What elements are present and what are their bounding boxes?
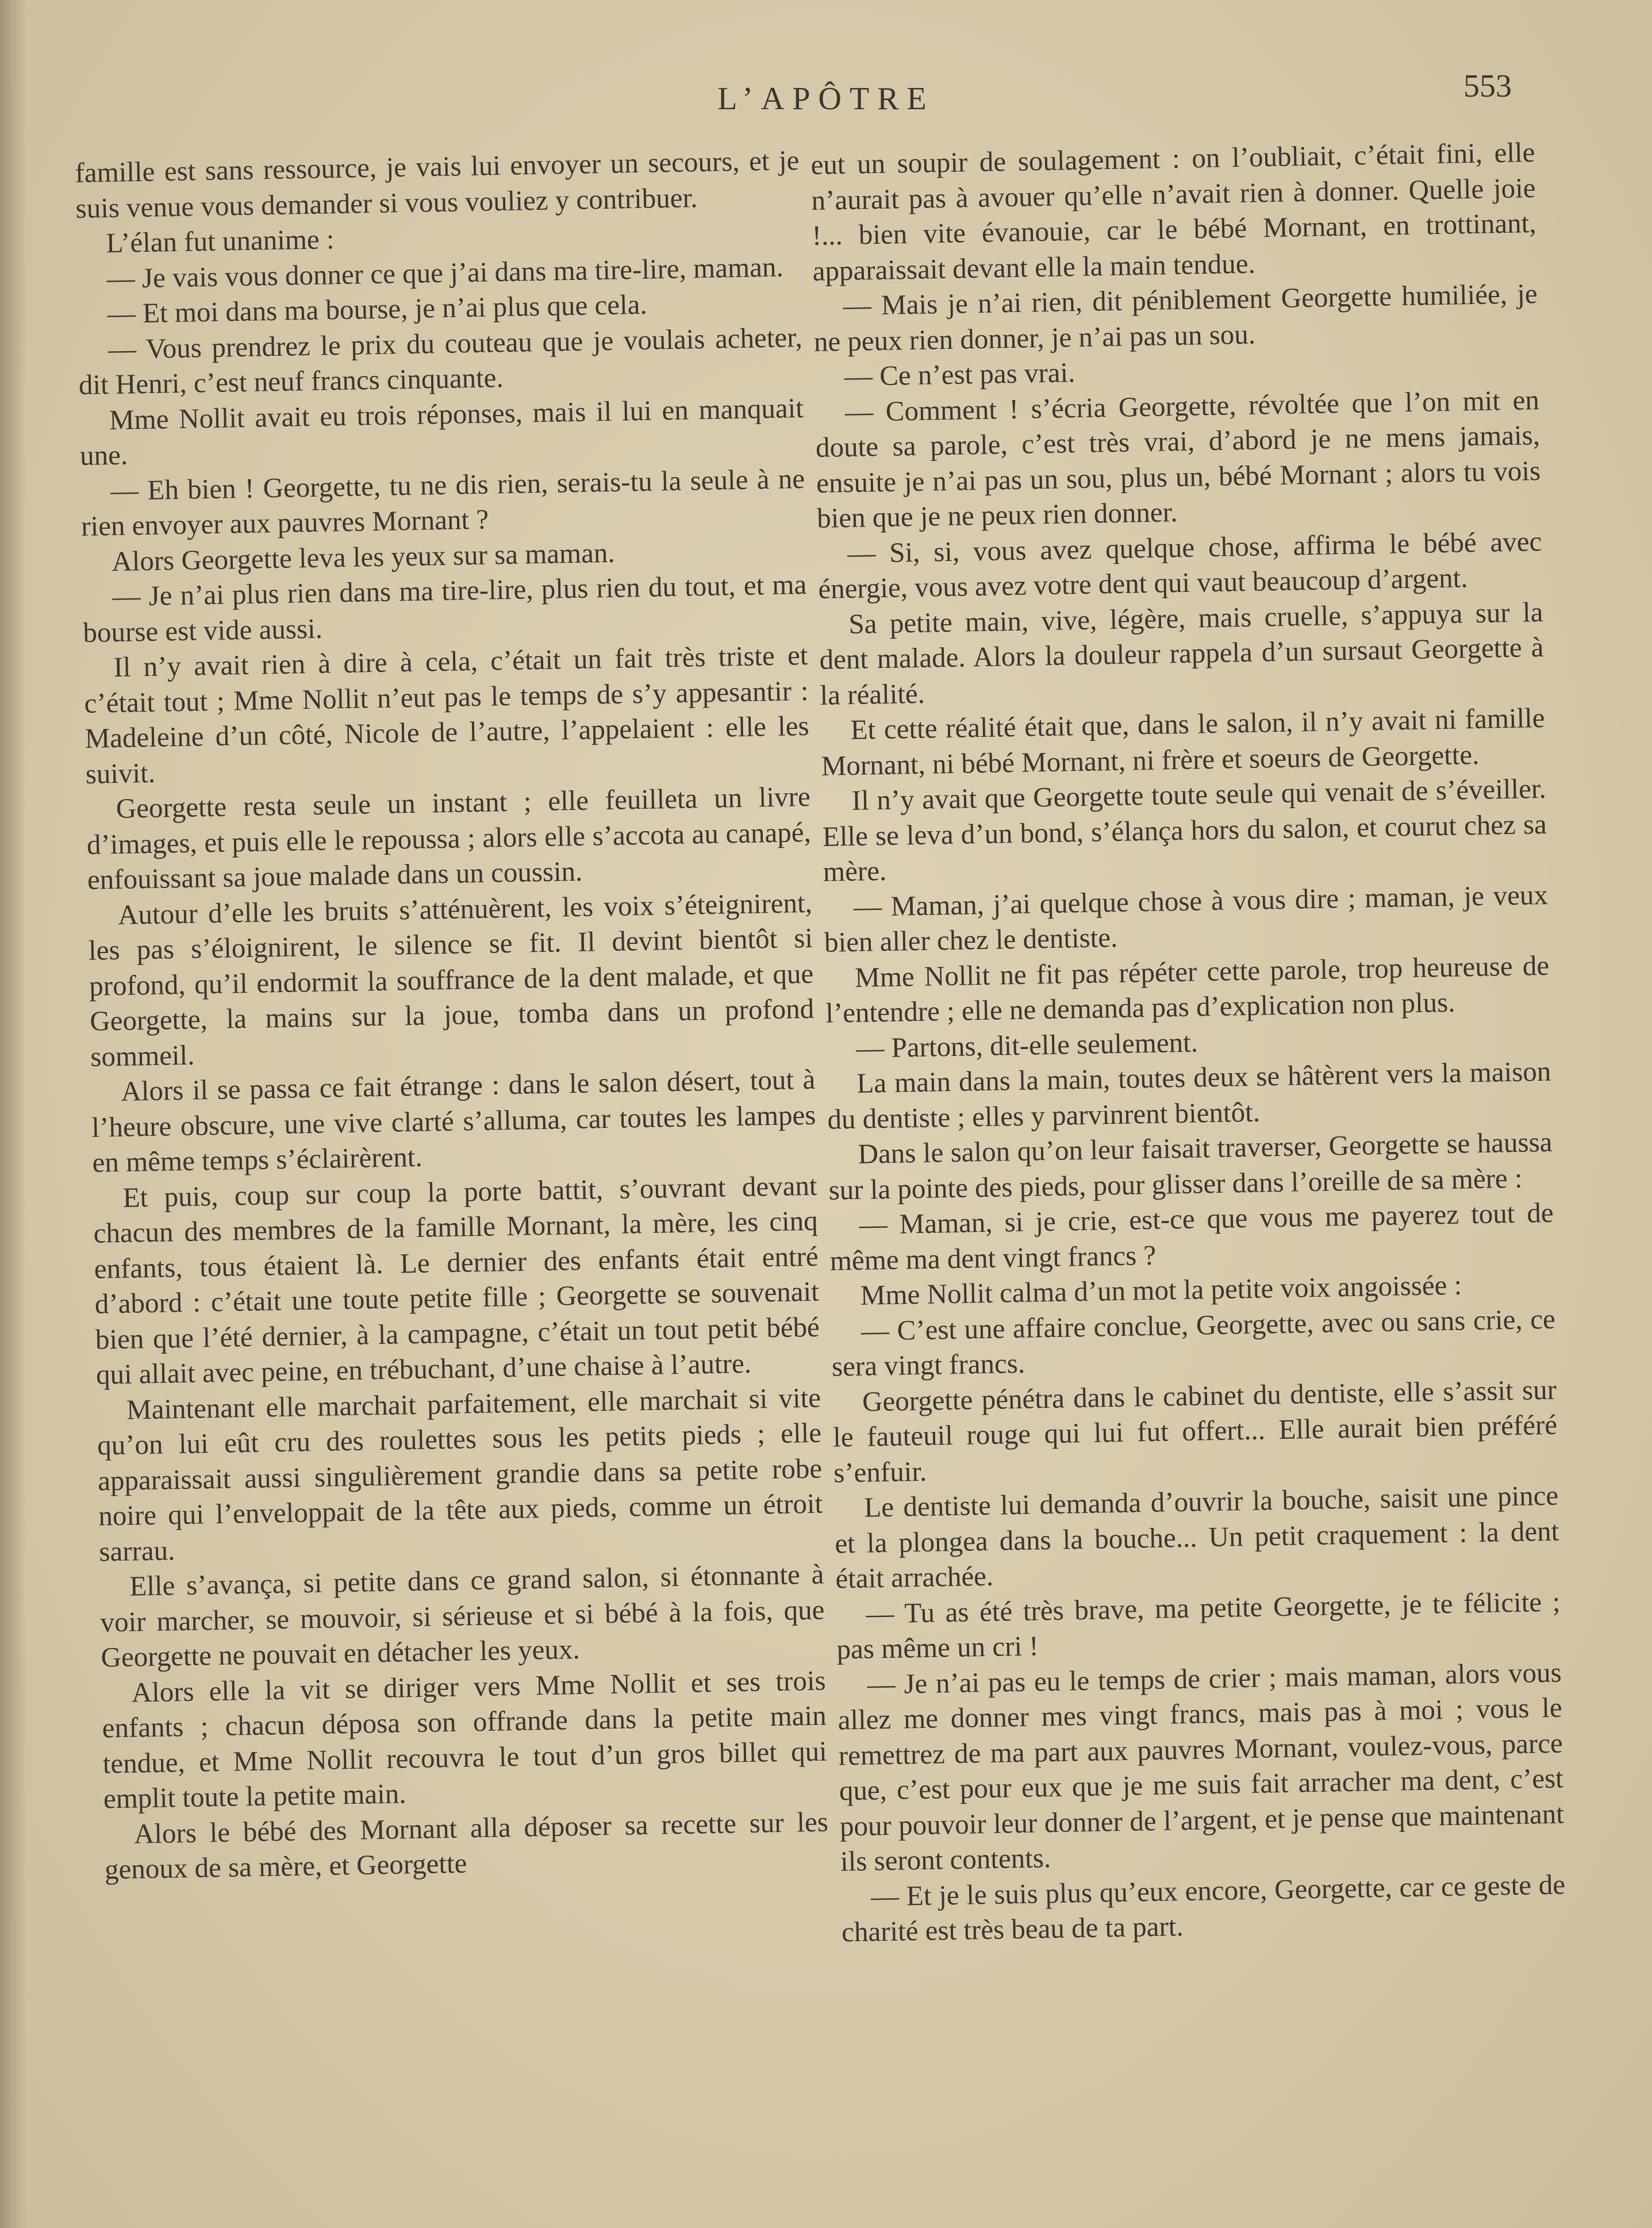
page-gutter-shadow [0,0,26,2228]
paragraph: Mme Nollit calma d’un mot la petite voix angoissée : [860,1269,1462,1311]
paragraph: Dans le salon qu’on leur faisait traverser, Georgette se haussa sur la pointe des pieds, pour glisser dans l’oreille de sa mère : [828,1125,1553,1206]
paragraph: Alors le bébé des Mornant alla déposer sa recette sur les genoux de sa mère, et Georgette [104,1806,829,1885]
paragraph: famille est sans ressource, je vais lui envoyer un secours, et je suis venue vous demander si vous vouliez y contribuer. [75,144,800,224]
running-title: L’APÔTRE [717,81,935,117]
paragraph: — Maman, j’ai quelque chose à vous dire ; maman, je veux bien aller chez le dentiste. [824,878,1549,958]
paragraph: — Je vais vous donner ce que j’ai dans ma tire-lire, maman. [106,251,784,294]
right-text-column [810,135,1570,2181]
paragraph: Alors Georgette leva les yeux sur sa maman. [111,536,616,577]
paragraph: — Je n’ai pas eu le temps de crier ; mais maman, alors vous allez me donner mes vingt francs, mais pas à moi ; vous le remettrez de ma part aux pauvres Mornant, voulez-vous, parce que, c’est pour eux que je me suis fait arracher ma dent, c’est pour pouvoir leur donner de l’argent, et je pense que maintenant ils seront contents. [837,1656,1565,1877]
paragraph: Il n’y avait que Georgette toute seule qui venait de s’éveiller. Elle se leva d’un bond, s’élança hors du salon, et courut chez sa mère. [822,772,1547,888]
paragraph: — Maman, si je crie, est-ce que vous me payerez tout de même ma dent vingt francs ? [829,1196,1554,1277]
paragraph: Maintenant elle marchait parfaitement, elle marchait si vite qu’on lui eût cru des roulettes sous les petits pieds ; elle apparaissait aussi singulièrement grandie dans sa petite robe noire qui l’enveloppait de la tête aux pieds, comme un étroit sarrau. [97,1381,823,1568]
paragraph: L’élan fut unanime : [106,223,335,259]
paragraph: Le dentiste lui demanda d’ouvrir la bouche, saisit une pince et la plongea dans la bouche... Un petit craquement : la dent était arrachée. [834,1479,1559,1595]
paragraph: — Mais je n’ai rien, dit péniblement Georgette humiliée, je ne peux rien donner, je n’ai pas un sou. [813,277,1538,358]
paragraph: — Comment ! s’écria Georgette, révoltée que l’on mit en doute sa parole, c’est très vrai, d’abord je ne mens jamais, ensuite je n’ai pas un sou, plus un, bébé Mornant ; alors tu vois bien que je ne peux rien donner. [815,383,1541,534]
paragraph: — Eh bien ! Georgette, tu ne dis rien, serais-tu la seule à ne rien envoyer aux pauvres Mornant ? [80,462,805,542]
paragraph: Alors il se passa ce fait étrange : dans le salon désert, tout à l’heure obscure, une vive clarté s’alluma, car toutes les lampes en même temps s’éclairèrent. [91,1063,816,1178]
paragraph: — Ce n’est pas vrai. [844,356,1075,393]
paragraph: eut un soupir de soulagement : on l’oubliait, c’était fini, elle n’aurait pas à avouer qu’elle n’avait rien à donner. Quelle joie !... bien vite évanouie, car le bébé Mornant, en trottinant, apparaissait devant elle la main tendue. [810,136,1536,287]
paragraph: — Je n’ai plus rien dans ma tire-lire, plus rien du tout, et ma bourse est vide aussi. [83,568,807,648]
paragraph: — Et moi dans ma bourse, je n’ai plus que cela. [107,288,648,330]
paragraph: — Vous prendrez le prix du couteau que je voulais acheter, dit Henri, c’est neuf francs cinquante. [78,321,803,401]
paragraph: Autour d’elle les bruits s’atténuèrent, les voix s’éteignirent, les pas s’éloignirent, le silence se fit. Il devint bientôt si profond, qu’il endormit la souffrance de la dent malade, et que Georgette, la mains sur la joue, tomba dans un profond sommeil. [88,886,815,1073]
paragraph: Mme Nollit ne fit pas répéter cette parole, trop heureuse de l’entendre ; elle ne demanda pas d’explication non plus. [825,949,1550,1029]
paragraph: — Si, si, vous avez quelque chose, affirma le bébé avec énergie, vous avez votre dent qui vaut beaucoup d’argent. [817,525,1542,605]
paragraph: Sa petite main, vive, légère, mais cruelle, s’appuya sur la dent malade. Alors la douleur rappela d’un sursaut Georgette à la réalité. [819,596,1544,711]
paragraph: — Et je le suis plus qu’eux encore, Georgette, car ce geste de charité est très beau de ta part. [841,1868,1566,1948]
paragraph: — Partons, dit-elle seulement. [855,1025,1198,1064]
page-number: 553 [1463,68,1512,104]
paragraph: Mme Nollit avait eu trois réponses, mais il lui en manquait une. [79,391,804,471]
paragraph: — C’est une affaire conclue, Georgette, avec ou sans crie, ce sera vingt francs. [831,1303,1556,1382]
paragraph: Georgette pénétra dans le cabinet du dentiste, elle s’assit sur le fauteuil rouge qui lui fut offert... Elle aurait bien préféré s’enfuir. [832,1373,1558,1489]
paragraph: Il n’y avait rien à dire à cela, c’était un fait très triste et c’était tout ; Mme Nollit n’eut pas le temps de s’y appesantir : Madeleine d’un côté, Nicole de l’autre, l’appelaient : elle les suivit. [84,639,809,790]
paragraph: Elle s’avança, si petite dans ce grand salon, si étonnante à voir marcher, se mouvoir, si sérieuse et si bébé à la fois, que Georgette ne pouvait en détacher les yeux. [100,1558,825,1673]
paragraph: Georgette resta seule un instant ; elle feuilleta un livre d’images, et puis elle le repoussa ; alors elle s’accota au canapé, enfouissant sa joue malade dans un coussin. [86,780,812,896]
paragraph: Alors elle la vit se diriger vers Mme Nollit et ses trois enfants ; chacun déposa son offrande dans la petite main tendue, et Mme Nollit recouvra le tout d’un gros billet qui emplit toute la petite main. [102,1664,828,1815]
paragraph: — Tu as été très brave, ma petite Georgette, je te félicite ; pas même un cri ! [836,1585,1561,1665]
paragraph: La main dans la main, toutes deux se hâtèrent vers la maison du dentiste ; elles y parvinrent bientôt. [827,1055,1551,1135]
paragraph: Et puis, coup sur coup la porte battit, s’ouvrant devant chacun des membres de la famille Mornant, la mère, les cinq enfants, tous étaient là. Le dernier des enfants était entré d’abord : c’était une toute petite fille ; Georgette se souvenait bien que l’été dernier, à la campagne, c’était un tout petit bébé qui allait avec peine, en trébuchant, d’une chaise à l’autre. [93,1169,820,1390]
left-text-column [75,143,835,2189]
paragraph: Et cette réalité était que, dans le salon, il n’y avait ni famille Mornant, ni bébé Mornant, ni frère et soeurs de Georgette. [821,701,1545,782]
